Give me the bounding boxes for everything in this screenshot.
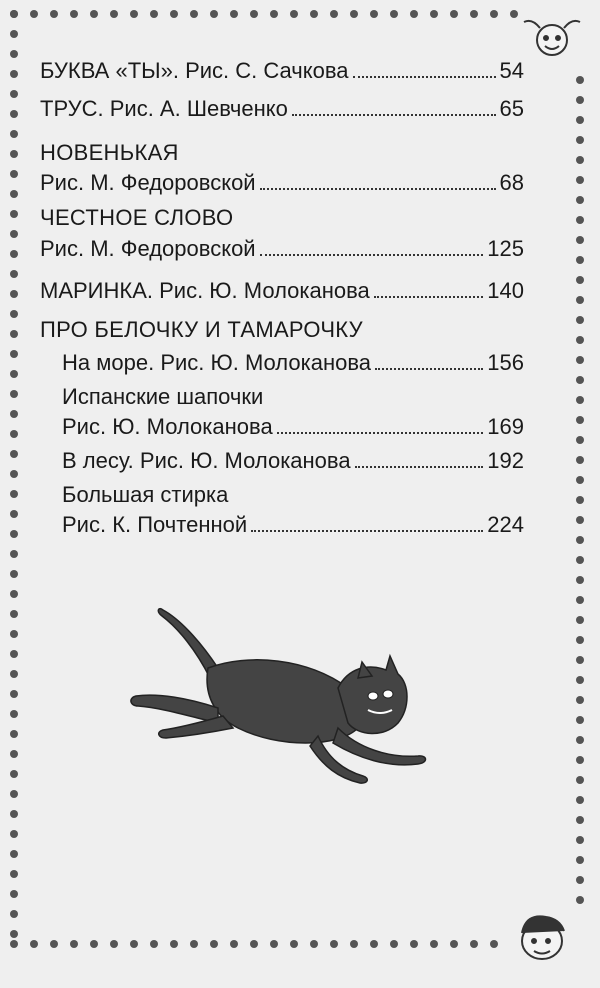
border-dot [390,10,398,18]
toc-credit: Рис. Ю. Молоканова [139,448,351,473]
border-dot [576,296,584,304]
border-dot [576,896,584,904]
border-dot [10,270,18,278]
dot-leader [251,530,483,532]
border-dot [576,356,584,364]
border-dot [576,376,584,384]
border-dot [576,696,584,704]
toc-subentry [62,350,524,376]
dot-leader [375,368,483,370]
border-dot [10,810,18,818]
toc-title: Испанские шапочки [62,384,264,409]
border-dot [270,940,278,948]
border-dot [576,476,584,484]
border-dot [576,636,584,644]
border-dot [110,10,118,18]
girl-face-icon [524,21,580,55]
border-dot [576,756,584,764]
border-dot [576,776,584,784]
toc-entry [40,96,524,122]
border-dot [510,10,518,18]
dot-leader [353,76,496,78]
border-dot [10,150,18,158]
border-dot [370,940,378,948]
border-dot [10,10,18,18]
border-dot [10,930,18,938]
border-dot [190,940,198,948]
toc-subentry-title [62,482,228,508]
border-dot [576,276,584,284]
border-dot [10,530,18,538]
border-dot [10,70,18,78]
border-dot [450,940,458,948]
border-dot [230,10,238,18]
border-dot [576,456,584,464]
border-dot [250,940,258,948]
border-dot [10,770,18,778]
toc-entry [40,278,524,304]
border-dot [10,450,18,458]
toc-title: В лесу. [62,448,134,473]
border-dot [10,550,18,558]
toc-subentry [62,414,524,440]
toc-title: НОВЕНЬКАЯ [40,140,179,165]
border-dot [10,610,18,618]
toc-title: МАРИНКА. [40,278,153,303]
toc-entry [40,170,524,196]
border-dot [410,940,418,948]
border-dot [576,556,584,564]
border-dot [410,10,418,18]
border-dot [576,716,584,724]
toc-page: 54 [499,58,524,83]
border-dot [576,616,584,624]
toc-subentry-title [62,384,263,410]
toc-credit: Рис. К. Почтенной [62,512,248,537]
border-dot [576,216,584,224]
toc-credit: Рис. Ю. Молоканова [62,414,273,439]
border-dot [10,250,18,258]
border-dot [210,940,218,948]
border-dot [576,736,584,744]
dot-leader [277,432,484,434]
toc-title: Большая стирка [62,482,229,507]
border-dot [576,196,584,204]
dot-leader [374,296,483,298]
toc-page: 169 [487,414,524,439]
toc-page: 68 [499,170,524,195]
border-dot [576,136,584,144]
running-cat-illustration [118,598,448,788]
border-dot [450,10,458,18]
border-dot [290,940,298,948]
toc-title: ЧЕСТНОЕ СЛОВО [40,205,234,230]
border-dot [30,940,38,948]
border-dot [70,940,78,948]
border-dot [10,290,18,298]
border-dot [576,876,584,884]
border-dot [10,170,18,178]
border-dot [10,350,18,358]
border-dot [10,870,18,878]
border-dot [10,890,18,898]
toc-entry [40,58,524,84]
border-dot [430,10,438,18]
border-dot [190,10,198,18]
border-dot [576,316,584,324]
border-dot [10,750,18,758]
border-dot [230,940,238,948]
toc-subentry [62,512,524,538]
toc-credit: Рис. М. Федоровской [40,170,256,195]
border-dot [576,516,584,524]
border-dot [10,630,18,638]
border-dot [10,850,18,858]
border-dot [576,156,584,164]
border-dot [576,496,584,504]
border-dot [10,50,18,58]
border-dot [10,210,18,218]
border-dot [576,796,584,804]
border-dot [576,536,584,544]
border-dot [150,10,158,18]
border-dot [430,940,438,948]
toc-title: На море. [62,350,155,375]
border-dot [50,10,58,18]
toc-page: 65 [499,96,524,121]
border-dot [10,590,18,598]
border-dot [576,76,584,84]
border-dot [10,940,18,948]
toc-subentry [62,448,524,474]
border-dot [10,570,18,578]
border-dot [10,910,18,918]
border-dot [576,116,584,124]
border-dot [10,670,18,678]
border-dot [576,396,584,404]
border-dot [10,650,18,658]
toc-credit: Рис. Ю. Молоканова [159,278,370,303]
toc-entry-title [40,317,363,343]
border-dot [10,190,18,198]
border-dot [270,10,278,18]
border-dot [50,940,58,948]
border-dot [10,470,18,478]
border-dot [90,10,98,18]
border-dot [10,370,18,378]
border-dot [10,310,18,318]
border-dot [10,430,18,438]
dot-leader [292,114,496,116]
toc-entry-title [40,205,233,231]
border-dot [10,330,18,338]
border-dot [470,940,478,948]
border-dot [576,576,584,584]
boy-face-icon [522,916,564,959]
border-dot [576,336,584,344]
toc-page: 156 [487,350,524,375]
border-dot [290,10,298,18]
border-dot [490,940,498,948]
border-dot [490,10,498,18]
border-dot [576,256,584,264]
toc-title: БУКВА «ТЫ». [40,58,179,83]
border-dot [10,510,18,518]
border-dot [130,940,138,948]
dot-leader [355,466,484,468]
border-dot [70,10,78,18]
border-dot [576,856,584,864]
border-dot [470,10,478,18]
border-dot [10,790,18,798]
border-dot [576,176,584,184]
border-dot [170,10,178,18]
border-dot [10,90,18,98]
border-dot [310,10,318,18]
border-dot [576,236,584,244]
border-dot [10,710,18,718]
toc-credit: Рис. С. Сачкова [185,58,349,83]
dot-leader [260,188,496,190]
border-dot [576,96,584,104]
border-dot [576,836,584,844]
toc-credit: Рис. Ю. Молоканова [160,350,371,375]
toc-page: 125 [487,236,524,261]
border-dot [330,10,338,18]
border-dot [10,490,18,498]
border-dot [110,940,118,948]
border-dot [170,940,178,948]
border-dot [210,10,218,18]
toc-title: ПРО БЕЛОЧКУ И ТАМАРОЧКУ [40,317,363,342]
border-dot [350,940,358,948]
border-dot [10,830,18,838]
border-dot [30,10,38,18]
border-dot [576,596,584,604]
toc-credit: Рис. М. Федоровской [40,236,256,261]
border-dot [350,10,358,18]
border-dot [10,230,18,238]
border-dot [130,10,138,18]
toc-credit: Рис. А. Шевченко [109,96,288,121]
toc-entry [40,236,524,262]
toc-page: 192 [487,448,524,473]
border-dot [10,730,18,738]
border-dot [330,940,338,948]
toc-page: 224 [487,512,524,537]
border-dot [10,30,18,38]
toc-page: 140 [487,278,524,303]
border-dot [150,940,158,948]
toc-entry-title [40,140,179,166]
dot-leader [260,254,484,256]
border-dot [576,816,584,824]
border-dot [10,130,18,138]
border-dot [10,410,18,418]
border-dot [310,940,318,948]
border-dot [576,436,584,444]
border-dot [390,940,398,948]
border-dot [576,416,584,424]
border-dot [250,10,258,18]
border-dot [10,110,18,118]
border-dot [10,390,18,398]
border-dot [576,676,584,684]
border-dot [10,690,18,698]
border-dot [370,10,378,18]
border-dot [90,940,98,948]
toc-title: ТРУС. [40,96,104,121]
border-dot [576,656,584,664]
